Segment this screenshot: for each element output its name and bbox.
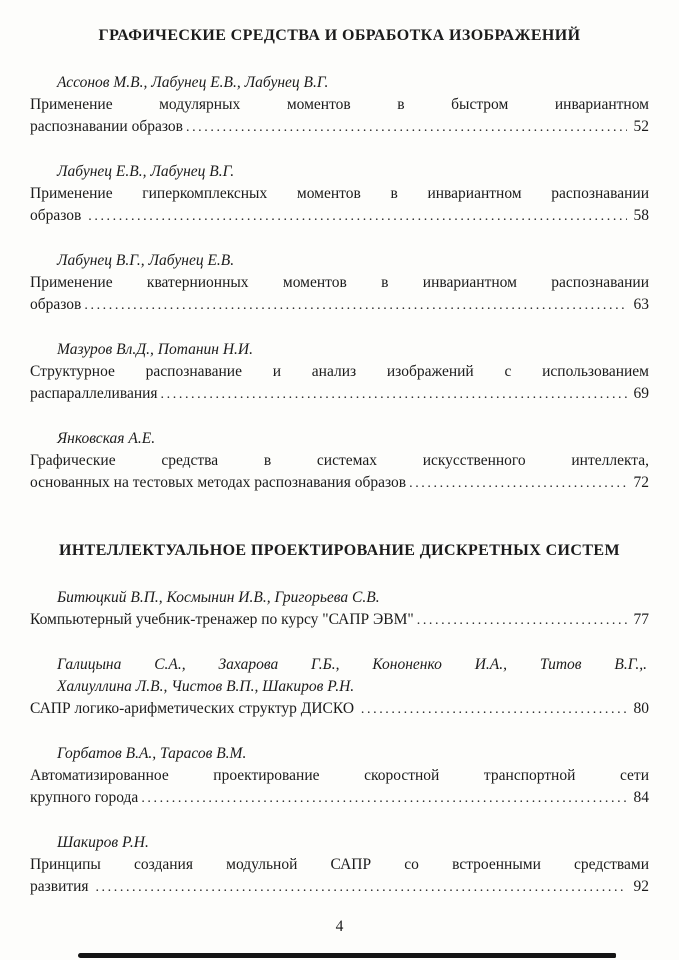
entry-page-ref: 69 xyxy=(633,385,649,402)
toc-entry xyxy=(30,339,649,406)
dot-leader xyxy=(361,698,627,721)
toc-entry xyxy=(30,743,649,810)
entry-page-ref: 80 xyxy=(633,700,649,717)
dot-leader xyxy=(161,383,627,406)
dot-leader xyxy=(88,205,626,228)
entry-authors: Лабунец Е.В., Лабунец В.Г. xyxy=(57,163,235,180)
dot-leader xyxy=(141,787,626,810)
toc-entry xyxy=(30,428,649,495)
toc-section xyxy=(30,26,649,495)
toc-entry xyxy=(30,161,649,228)
entry-title-line: Автоматизированное проектирование скоростной транспортной сети xyxy=(30,767,649,784)
dot-leader xyxy=(84,294,626,317)
entry-title-text: образов xyxy=(30,296,82,313)
entry-page-ref: 92 xyxy=(633,878,649,895)
entry-authors: Халиуллина Л.В., Чистов В.П., Шакиров Р.Н. xyxy=(57,678,355,695)
entry-title-end xyxy=(30,205,649,228)
toc-entry xyxy=(30,72,649,139)
entry-title-end xyxy=(30,609,649,632)
section-heading: ГРАФИЧЕСКИЕ СРЕДСТВА И ОБРАБОТКА ИЗОБРАЖЕНИЙ xyxy=(98,27,581,44)
entry-title-line: Графические средства в системах искусственного интеллекта, xyxy=(30,452,649,469)
toc-entry xyxy=(30,832,649,899)
toc-entry xyxy=(30,654,649,721)
entry-title-end xyxy=(30,294,649,317)
entry-title-text: Компьютерный учебник-тренажер по курсу "САПР ЭВМ" xyxy=(30,611,414,628)
entry-title-end xyxy=(30,787,649,810)
entry-authors: Горбатов В.А., Тарасов В.М. xyxy=(57,745,247,762)
entry-title-text: крупного города xyxy=(30,789,139,806)
entry-title-line: Применение модулярных моментов в быстром инвариантном xyxy=(30,96,649,113)
dot-leader xyxy=(409,472,626,495)
entry-authors: Галицына С.А., Захарова Г.Б., Кононенко И.А., Титов В.Г.,. xyxy=(57,656,647,673)
entry-page-ref: 84 xyxy=(633,789,649,806)
entry-page-ref: 63 xyxy=(633,296,649,313)
entry-title-end xyxy=(30,116,649,139)
entry-title-text: САПР логико-арифметических структур ДИСКО xyxy=(30,700,358,717)
entry-authors: Ассонов М.В., Лабунец Е.В., Лабунец В.Г. xyxy=(57,74,329,91)
entry-title-end xyxy=(30,876,649,899)
entry-title-end xyxy=(30,472,649,495)
entry-page-ref: 72 xyxy=(633,474,649,491)
entry-page-ref: 52 xyxy=(633,118,649,135)
entry-title-end xyxy=(30,383,649,406)
entry-title-line: Применение гиперкомплексных моментов в инвариантном распознавании xyxy=(30,185,649,202)
section-heading: ИНТЕЛЛЕКТУАЛЬНОЕ ПРОЕКТИРОВАНИЕ ДИСКРЕТНЫХ СИСТЕМ xyxy=(58,542,621,559)
entry-page-ref: 58 xyxy=(633,207,649,224)
table-of-contents xyxy=(30,26,649,899)
entry-title-line: Принципы создания модульной САПР со встроенными средствами xyxy=(30,856,649,873)
toc-entry xyxy=(30,250,649,317)
entry-title-text: образов xyxy=(30,207,86,224)
entry-authors: Шакиров Р.Н. xyxy=(57,834,149,851)
dot-leader xyxy=(417,609,627,632)
toc-section xyxy=(30,541,649,899)
page-number: 4 xyxy=(335,918,344,935)
entry-page-ref: 77 xyxy=(633,611,649,628)
toc-entry xyxy=(30,587,649,632)
entry-title-text: развития xyxy=(30,878,93,895)
scan-edge-artifact xyxy=(78,953,616,958)
entry-title-text: основанных на тестовых методах распознавания образов xyxy=(30,474,407,491)
entry-title-text: распараллеливания xyxy=(30,385,158,402)
entry-title-line: Применение кватернионных моментов в инвариантном распознавании xyxy=(30,274,649,291)
entry-authors: Лабунец В.Г., Лабунец Е.В. xyxy=(57,252,235,269)
entry-authors: Мазуров Вл.Д., Потанин Н.И. xyxy=(57,341,253,358)
entry-authors: Битюцкий В.П., Космынин И.В., Григорьева С.В. xyxy=(57,589,380,606)
entry-authors: Янковская А.Е. xyxy=(57,430,156,447)
entry-title-line: Структурное распознавание и анализ изображений с использованием xyxy=(30,363,649,380)
entry-title-end xyxy=(30,698,649,721)
dot-leader xyxy=(186,116,627,139)
entry-title-text: распознавании образов xyxy=(30,118,183,135)
dot-leader xyxy=(95,876,626,899)
